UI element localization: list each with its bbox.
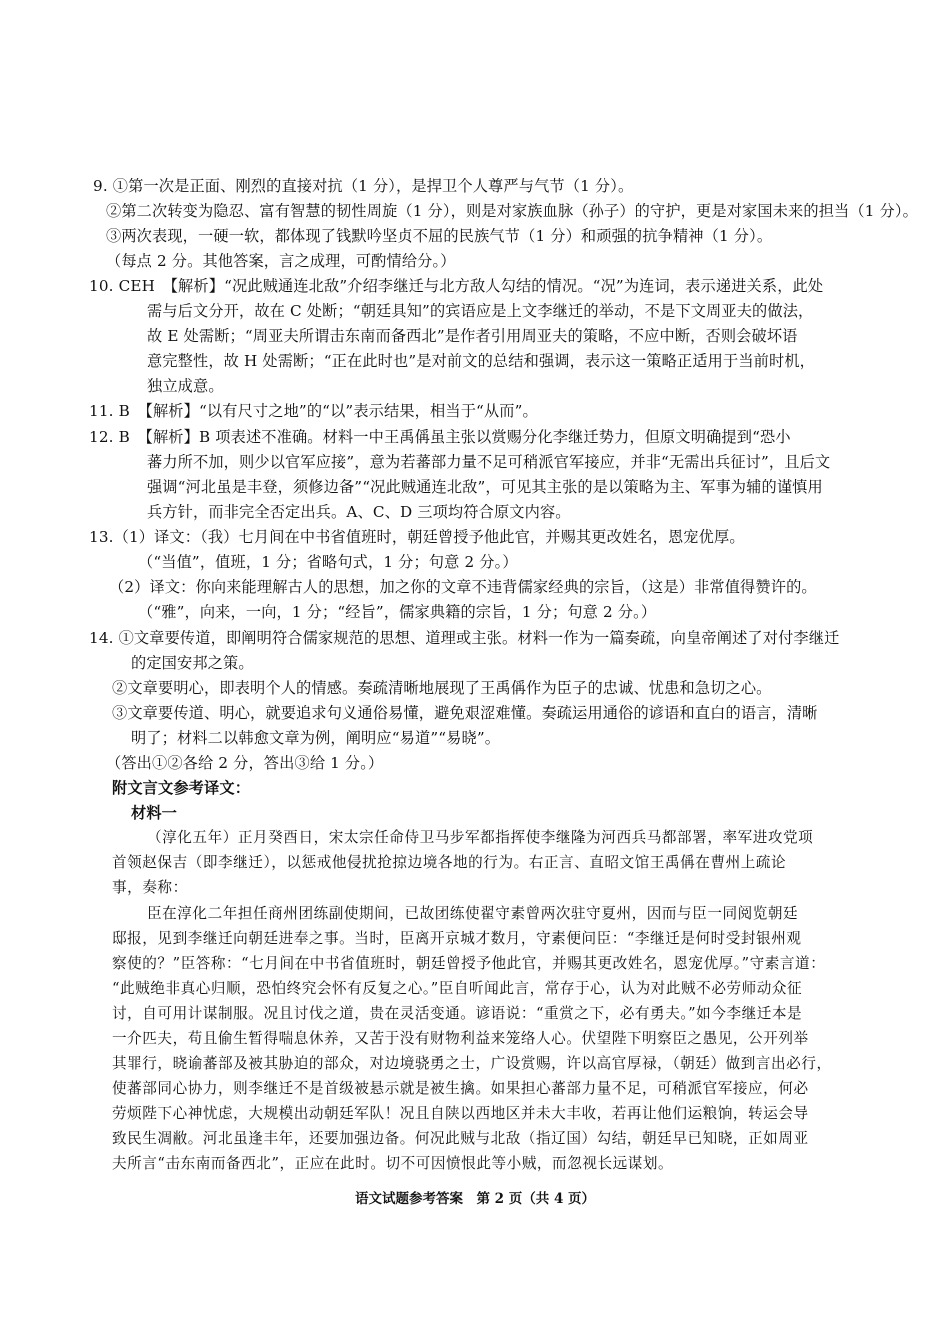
text-line: 讨，自可用计谋制服。况且讨伐之道，贵在灵活变通。谚语说：“重赏之下，必有勇夫。”如今李继迁本是	[112, 1005, 803, 1022]
text-line: “此贼绝非真心归顺，恐怕终究会怀有反复之心。”臣自听闻此言，常存于心，认为对此贼不必劳师动众征	[112, 980, 803, 997]
text-line: （淳化五年）正月癸酉日，宋太宗任命侍卫马步军都指挥使李继隆为河西兵马都部署，率军进攻党项	[147, 829, 814, 846]
text-line: 强调“河北虽是丰登，须修边备”“况此贼通连北敌”，可见其主张的是以策略为主、军事为辅的谨慎用	[147, 478, 823, 496]
text-line: ②第二次转变为隐忍、富有智慧的韧性周旋（1 分），则是对家族血脉（孙子）的守护，更是对家国未来的担当（1 分）。	[106, 202, 918, 220]
text-line: 11. B 【解析】“以有尺寸之地”的“以”表示结果，相当于“从而”。	[89, 402, 538, 420]
text-line: 兵方针，而非完全否定出兵。A、C、D 三项均符合原文内容。	[147, 503, 571, 521]
text-line: 12. B 【解析】B 项表述不准确。材料一中王禹偁虽主张以赏赐分化李继迁势力，但原文明确提到“恐小	[89, 428, 791, 446]
text-line: 事，奏称：	[112, 879, 188, 896]
text-line: 致民生凋敝。河北虽逢丰年，还要加强边备。何况此贼与北敌（指辽国）勾结，朝廷早已知晓，正如周亚	[112, 1130, 809, 1147]
text-line: ③文章要传道、明心，就要追求句义通俗易懂，避免艰涩难懂。奏疏运用通俗的谚语和直白的语言，清晰	[112, 704, 818, 722]
text-line: 邸报，见到李继迁向朝廷进奉之事。当时，臣离开京城才数月，守素便问臣：“李继迁是何时受封银州观	[112, 930, 802, 947]
text-line: 首领赵保吉（即李继迁），以惩戒他侵扰抢掠边境各地的行为。右正言、直昭文馆王禹偁在曹州上疏论	[112, 854, 787, 871]
subsection-heading: 材料一	[131, 804, 178, 822]
text-line: 9. ①第一次是正面、刚烈的直接对抗（1 分），是捍卫个人尊严与气节（1 分）。	[93, 177, 634, 195]
section-heading: 附文言文参考译文：	[112, 779, 251, 797]
text-line: 14. ①文章要传道，即阐明符合儒家规范的思想、道理或主张。材料一作为一篇奏疏，向皇帝阐述了对付李继迁	[89, 629, 840, 647]
text-line: 蕃力所不加，则少以官军应接”，意为若蕃部力量不足可稍派官军接应，并非“无需出兵征讨”，且后文	[147, 453, 831, 471]
text-line: ③两次表现，一硬一软，都体现了钱默吟坚贞不屈的民族气节（1 分）和顽强的抗争精神（1 分）。	[106, 227, 773, 245]
text-line: 独立成意。	[147, 377, 224, 395]
text-line: 意完整性，故 H 处需断；“正在此时也”是对前文的总结和强调，表示这一策略正适用于当前时机，	[147, 352, 816, 370]
text-line: 察使的？”臣答称：“七月间在中书省值班时，朝廷曾授予他此官，并赐其更改姓名，恩宠优厚。”守素言道：	[112, 955, 826, 972]
text-line: （“雅”，向来，一向，1 分；“经旨”，儒家典籍的宗旨，1 分；句意 2 分。）	[138, 603, 657, 621]
text-line: （2）译文：你向来能理解古人的思想，加之你的文章不违背儒家经典的宗旨，（这是）非常值得赞许的。	[109, 578, 817, 596]
text-line: ②文章要明心，即表明个人的情感。奏疏清晰地展现了王禹偁作为臣子的忠诚、忧患和急切之心。	[112, 679, 772, 697]
text-line: 明了；材料二以韩愈文章为例，阐明应“易道”“易晓”。	[131, 729, 501, 747]
text-line: 臣在淳化二年担任商州团练副使期间，已故团练使翟守素曾两次驻守夏州，因而与臣一同阅览朝廷	[147, 905, 799, 922]
text-line: （答出①②各给 2 分，答出③给 1 分。）	[106, 754, 384, 772]
text-line: 使蕃部同心协力，则李继迁不是首级被悬示就是被生擒。如果担心蕃部力量不足，可稍派官军接应，何必	[112, 1080, 809, 1097]
text-line: 13.（1）译文：（我）七月间在中书省值班时，朝廷曾授予他此官，并赐其更改姓名，恩宠优厚。	[89, 528, 745, 546]
text-line: 夫所言“击东南而备西北”，正应在此时。切不可因愤恨此等小贼，而忽视长远谋划。	[112, 1155, 674, 1172]
text-line: （每点 2 分。其他答案，言之成理，可酌情给分。）	[106, 252, 456, 270]
page-footer: 语文试题参考答案 第 2 页（共 4 页）	[354, 1191, 596, 1207]
text-line: 的定国安邦之策。	[131, 654, 254, 672]
text-line: 需与后文分开，故在 C 处断；“朝廷具知”的宾语应是上文李继迁的举动，不是下文周亚夫的做法，	[147, 302, 814, 320]
text-line: （“当值”，值班，1 分；省略句式，1 分；句意 2 分。）	[138, 553, 518, 571]
text-line: 劳烦陛下心神忧虑，大规模出动朝廷军队！况且自陕以西地区并未大丰收，若再让他们运粮饷，转运会导	[112, 1105, 809, 1122]
text-line: 故 E 处需断；“周亚夫所谓击东南而备西北”是作者引用周亚夫的策略，不应中断，否则会破坏语	[147, 327, 798, 345]
text-line: 一介匹夫，苟且偷生暂得喘息休养，又苦于没有财物利益来笼络人心。伏望陛下明察臣之愚见，公开列举	[112, 1030, 809, 1047]
text-line: 10. CEH 【解析】“况此贼通连北敌”介绍李继迁与北方敌人勾结的情况。“况”为连词，表示递进关系，此处	[89, 277, 824, 295]
text-line: 其罪行，晓谕蕃部及被其胁迫的部众，对边境骁勇之士，广设赏赐，许以高官厚禄，（朝廷）做到言出必行，	[112, 1055, 832, 1072]
